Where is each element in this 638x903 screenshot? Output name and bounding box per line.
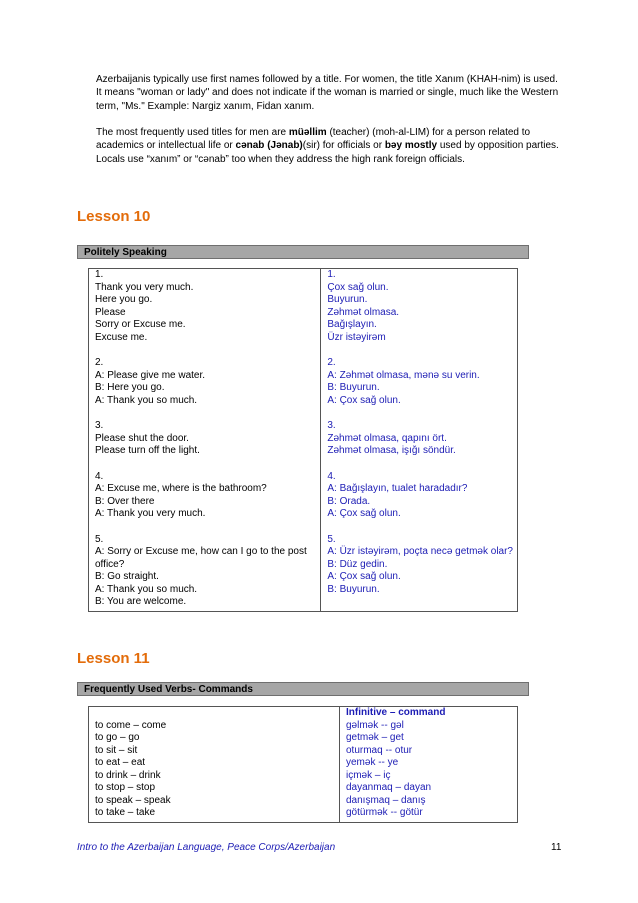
lesson-10-section-bar: Politely Speaking: [77, 245, 529, 259]
text-run: The most frequently used titles for men are: [96, 127, 289, 138]
dialog-line: Here you go.: [95, 294, 153, 305]
dialog-line: Please shut the door.: [95, 432, 189, 444]
text-run: (teacher) (moh-al-LIM) for a person related to academics or intellectual life or: [96, 127, 531, 152]
dialog-line: A: Sorry or Excuse me, how can I go to the post office?: [95, 546, 307, 570]
lesson-11-title: Lesson 11: [77, 650, 150, 667]
dialog-line: A: Please give me water.: [95, 369, 206, 381]
bold-term-muallim: müəllim: [288, 127, 327, 138]
dialog-line: Zəhmət olmasa, işığı söndür.: [327, 445, 456, 456]
dialog-line: B: Düz gedin.: [327, 558, 388, 570]
english-verb-list: [95, 707, 335, 820]
dialog-line: B: Orada.: [327, 495, 371, 507]
verbs-column-header: Infinitive – command: [346, 707, 446, 718]
verb-line: to drink – drink: [95, 769, 161, 781]
dialog-group-2: [95, 357, 316, 407]
dialog-line: Çox sağ olun.: [327, 281, 389, 293]
bold-term-canab: cənab (Jənab): [235, 140, 303, 152]
dialog-line: Bağışlayın.: [327, 319, 377, 330]
group-number: 5.: [95, 533, 104, 545]
dialog-group-1: [327, 269, 513, 344]
english-verbs-column: [89, 707, 340, 823]
dialog-line: A: Thank you very much.: [95, 508, 206, 519]
group-number: 5.: [327, 533, 336, 545]
dialog-line: A: Thank you so much.: [95, 583, 198, 595]
english-column: [89, 269, 321, 612]
verb-line: götürmək -- götür: [346, 807, 423, 818]
group-number: 3.: [327, 420, 336, 431]
verb-line: to come – come: [95, 719, 167, 731]
verb-line: dayanmaq – dayan: [346, 782, 432, 793]
group-number: 1.: [95, 269, 104, 280]
group-number: 2.: [327, 357, 336, 368]
dialog-group-1: [95, 269, 316, 344]
verb-line: to sit – sit: [95, 744, 138, 756]
verb-line: gəlmək -- gəl: [346, 719, 404, 731]
group-number: 2.: [95, 357, 104, 368]
footer-document-title: Intro to the Azerbaijan Language, Peace Corps/Azerbaijan: [77, 842, 336, 853]
page-number: 11: [551, 842, 562, 853]
dialog-line: Üzr istəyirəm: [327, 331, 386, 343]
group-number: 4.: [95, 470, 104, 482]
group-number: 1.: [327, 269, 336, 280]
dialog-line: A: Üzr istəyirəm, poçta necə getmək olar?: [327, 546, 513, 557]
dialog-line: Thank you very much.: [95, 281, 194, 293]
dialog-line: Buyurun.: [327, 294, 368, 305]
verb-line: yemək -- ye: [346, 757, 399, 768]
dialog-group-3: [327, 420, 513, 458]
dialog-group-3: [95, 420, 316, 458]
dialog-line: Please turn off the light.: [95, 445, 200, 456]
lesson-11-verbs-table: [88, 706, 518, 823]
verb-line: getmək – get: [346, 732, 404, 743]
verb-line: to eat – eat: [95, 757, 146, 768]
dialog-line: A: Bağışlayın, tualet haradadır?: [327, 483, 468, 494]
lesson-10-title: Lesson 10: [77, 208, 151, 225]
bold-term-bay: bəy mostly: [384, 140, 438, 152]
dialog-line: B: Buyurun.: [327, 583, 380, 595]
group-number: 3.: [95, 420, 104, 431]
dialog-line: A: Zəhmət olmasa, mənə su verin.: [327, 369, 480, 381]
dialog-line: B: Buyurun.: [327, 382, 380, 393]
dialog-group-5: [327, 534, 513, 597]
verb-line: to take – take: [95, 807, 156, 818]
dialog-line: A: Çox sağ olun.: [327, 394, 401, 406]
dialog-line: A: Çox sağ olun.: [327, 571, 401, 582]
azerbaijani-verb-list: [346, 720, 513, 820]
azerbaijani-verbs-column: [340, 707, 518, 823]
verb-line: to speak – speak: [95, 794, 171, 806]
intro-paragraph-names: Azerbaijanis typically use first names followed by a title. For women, the title Xanım (KHAH-nim) is used. It means "woman or lady" and does not indicate if the woman is married or single, much like the Western term, "Ms." Example: Nargiz xanım, Fidan xanım.: [96, 74, 559, 112]
dialog-group-4: [327, 471, 513, 521]
intro-paragraph-titles: [96, 126, 566, 166]
lesson-11-section-bar: Frequently Used Verbs- Commands: [77, 682, 529, 696]
group-number: 4.: [327, 470, 336, 482]
dialog-line: B: Here you go.: [95, 382, 165, 393]
text-run: (sir) for officials or: [302, 140, 385, 152]
verb-line: to go – go: [95, 732, 140, 743]
dialog-line: Excuse me.: [95, 331, 148, 343]
dialog-line: Please: [95, 306, 126, 318]
dialog-line: Zəhmət olmasa, qapını ört.: [327, 432, 447, 444]
dialog-group-2: [327, 357, 513, 407]
azerbaijani-column: [321, 269, 518, 612]
dialog-line: Sorry or Excuse me.: [95, 319, 186, 330]
dialog-line: A: Thank you so much.: [95, 394, 198, 406]
verb-line: danışmaq – danış: [346, 794, 426, 806]
dialog-group-4: [95, 471, 316, 521]
dialog-line: B: Over there: [95, 495, 155, 507]
dialog-line: A: Excuse me, where is the bathroom?: [95, 483, 267, 494]
dialog-line: Zəhmət olmasa.: [327, 306, 400, 318]
dialog-line: A: Çox sağ olun.: [327, 508, 401, 519]
verb-line: to stop – stop: [95, 782, 156, 793]
dialog-line: B: Go straight.: [95, 571, 159, 582]
lesson-10-dialog-table: [88, 268, 518, 612]
dialog-group-5: [95, 534, 316, 609]
verb-line: oturmaq -- otur: [346, 744, 413, 756]
verb-line: içmək – iç: [346, 769, 391, 781]
dialog-line: B: You are welcome.: [95, 596, 187, 607]
text-run: used by opposition parties. Locals use “xanım” or “cənab” too when they address the high rank foreign officials.: [96, 140, 559, 165]
